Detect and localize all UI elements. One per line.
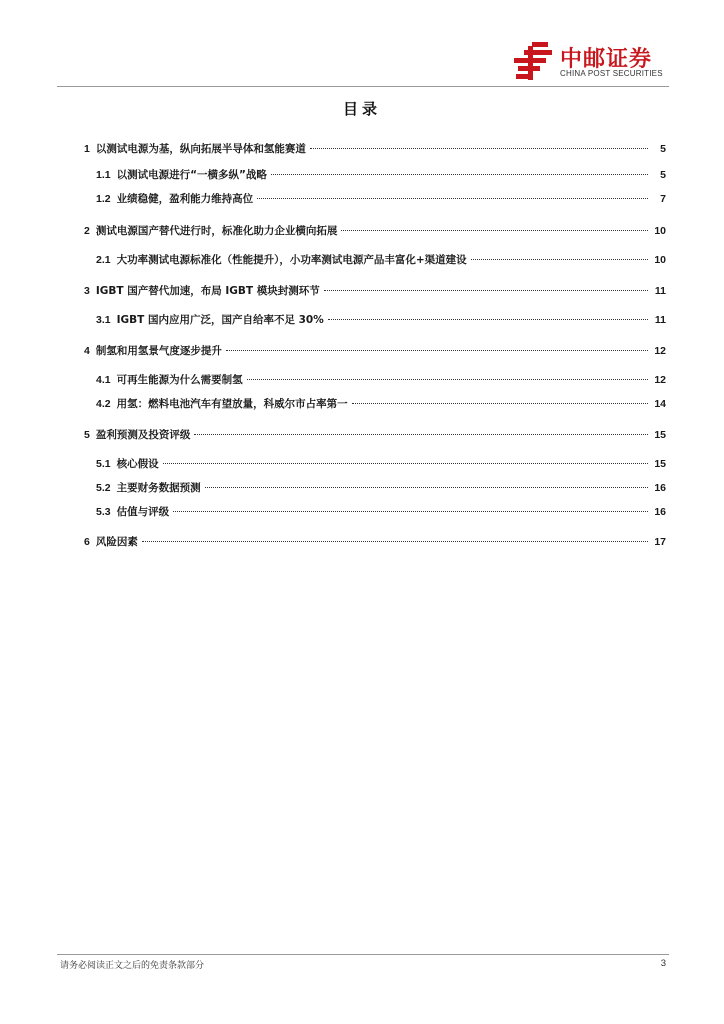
toc-title: 目录 bbox=[342, 100, 381, 118]
toc-dot-leader bbox=[341, 230, 648, 231]
toc-entry-number: 2 bbox=[84, 225, 90, 237]
toc-entry-label: 盈利预测及投资评级 bbox=[95, 429, 191, 441]
toc-entry-label: 核心假设 bbox=[116, 458, 159, 470]
toc-entry[interactable] bbox=[96, 192, 666, 206]
toc-entry-number: 1.1 bbox=[96, 169, 111, 181]
toc-entry-number: 6 bbox=[84, 536, 90, 548]
toc-entry[interactable] bbox=[96, 481, 666, 495]
toc-dot-leader bbox=[324, 290, 648, 291]
toc-entry-label: IGBT 国产替代加速，布局 IGBT 模块封测环节 bbox=[95, 285, 320, 297]
toc-entry-number: 1 bbox=[84, 143, 90, 155]
toc-entry[interactable] bbox=[96, 457, 666, 471]
toc-entry-page: 12 bbox=[654, 345, 666, 357]
page-header bbox=[0, 0, 724, 86]
toc-entry-label: 估值与评级 bbox=[116, 506, 170, 518]
toc-dot-leader bbox=[173, 511, 648, 512]
toc-dot-leader bbox=[310, 148, 648, 149]
toc-dot-leader bbox=[247, 379, 648, 380]
toc-entry-number: 2.1 bbox=[96, 254, 111, 266]
toc-entry-number: 3.1 bbox=[96, 314, 111, 326]
toc-dot-leader bbox=[194, 434, 648, 435]
toc-entry-number: 4.2 bbox=[96, 398, 111, 410]
toc-entry-page: 10 bbox=[654, 254, 666, 266]
toc-entry-number: 4 bbox=[84, 345, 90, 357]
toc-entry-number: 1.2 bbox=[96, 193, 111, 205]
toc-entry[interactable] bbox=[96, 373, 666, 387]
toc-dot-leader bbox=[257, 198, 648, 199]
toc-entry-label: 测试电源国产替代进行时，标准化助力企业横向拓展 bbox=[95, 225, 338, 237]
toc-entry-page: 14 bbox=[654, 398, 666, 410]
toc-entry-label: 业绩稳健，盈利能力维持高位 bbox=[116, 193, 254, 205]
toc-entry-page: 10 bbox=[654, 225, 666, 237]
toc-entry-number: 5.1 bbox=[96, 458, 111, 470]
toc-entry[interactable] bbox=[96, 313, 666, 327]
toc-dot-leader bbox=[142, 541, 648, 542]
toc-entry[interactable] bbox=[96, 397, 666, 411]
footer-divider bbox=[57, 954, 669, 955]
toc-entry-page: 12 bbox=[654, 374, 666, 386]
brand-name-cn: 中邮证券 bbox=[560, 47, 653, 72]
toc-dot-leader bbox=[328, 319, 648, 320]
toc-entry-label: 用氢：燃料电池汽车有望放量，科威尔市占率第一 bbox=[116, 398, 348, 410]
toc-entry-label: 大功率测试电源标准化（性能提升），小功率测试电源产品丰富化+渠道建设 bbox=[116, 254, 467, 266]
toc-entry[interactable] bbox=[84, 535, 666, 549]
toc-dot-leader bbox=[471, 259, 648, 260]
toc-dot-leader bbox=[271, 174, 648, 175]
toc-entry-page: 11 bbox=[654, 314, 666, 326]
header-divider bbox=[57, 86, 669, 87]
brand-name-en: CHINA POST SECURITIES bbox=[560, 69, 663, 78]
toc-entry-page: 15 bbox=[654, 429, 666, 441]
toc-entry-page: 5 bbox=[660, 143, 666, 155]
toc-entry-page: 17 bbox=[654, 536, 666, 548]
toc-entry-page: 16 bbox=[654, 506, 666, 518]
toc-entry[interactable] bbox=[96, 505, 666, 519]
toc-entry[interactable] bbox=[84, 142, 666, 156]
toc-dot-leader bbox=[205, 487, 648, 488]
toc-entry-label: 制氢和用氢景气度逐步提升 bbox=[95, 345, 222, 357]
toc-entry-number: 3 bbox=[84, 285, 90, 297]
toc-entry-label: 以测试电源为基，纵向拓展半导体和氢能赛道 bbox=[95, 143, 306, 155]
toc-entry-label: 以测试电源进行“一横多纵”战略 bbox=[116, 169, 267, 181]
toc-entry-label: 可再生能源为什么需要制氢 bbox=[116, 374, 243, 386]
toc-dot-leader bbox=[352, 403, 648, 404]
china-post-logo-icon bbox=[512, 40, 554, 82]
footer-page-number: 3 bbox=[660, 958, 666, 969]
toc-dot-leader bbox=[163, 463, 648, 464]
toc-entry[interactable] bbox=[84, 224, 666, 238]
toc-entry[interactable] bbox=[84, 428, 666, 442]
toc-entry-page: 7 bbox=[660, 193, 666, 205]
footer-disclaimer: 请务必阅读正文之后的免责条款部分 bbox=[60, 961, 205, 971]
toc-entry[interactable] bbox=[84, 344, 666, 358]
toc-entry-label: 风险因素 bbox=[95, 536, 138, 548]
toc-entry-page: 15 bbox=[654, 458, 666, 470]
toc-dot-leader bbox=[226, 350, 648, 351]
toc-entry-number: 5 bbox=[84, 429, 90, 441]
toc-entry-page: 5 bbox=[660, 169, 666, 181]
toc-entry-page: 16 bbox=[654, 482, 666, 494]
toc-entry-number: 4.1 bbox=[96, 374, 111, 386]
toc-entry-number: 5.3 bbox=[96, 506, 111, 518]
toc-entry-number: 5.2 bbox=[96, 482, 111, 494]
toc-entry[interactable] bbox=[96, 253, 666, 267]
toc-entry[interactable] bbox=[84, 284, 666, 298]
toc-entry[interactable] bbox=[96, 168, 666, 182]
toc-entry-label: IGBT 国内应用广泛，国产自给率不足 30% bbox=[116, 314, 324, 326]
toc-entry-label: 主要财务数据预测 bbox=[116, 482, 201, 494]
toc-entry-page: 11 bbox=[654, 285, 666, 297]
